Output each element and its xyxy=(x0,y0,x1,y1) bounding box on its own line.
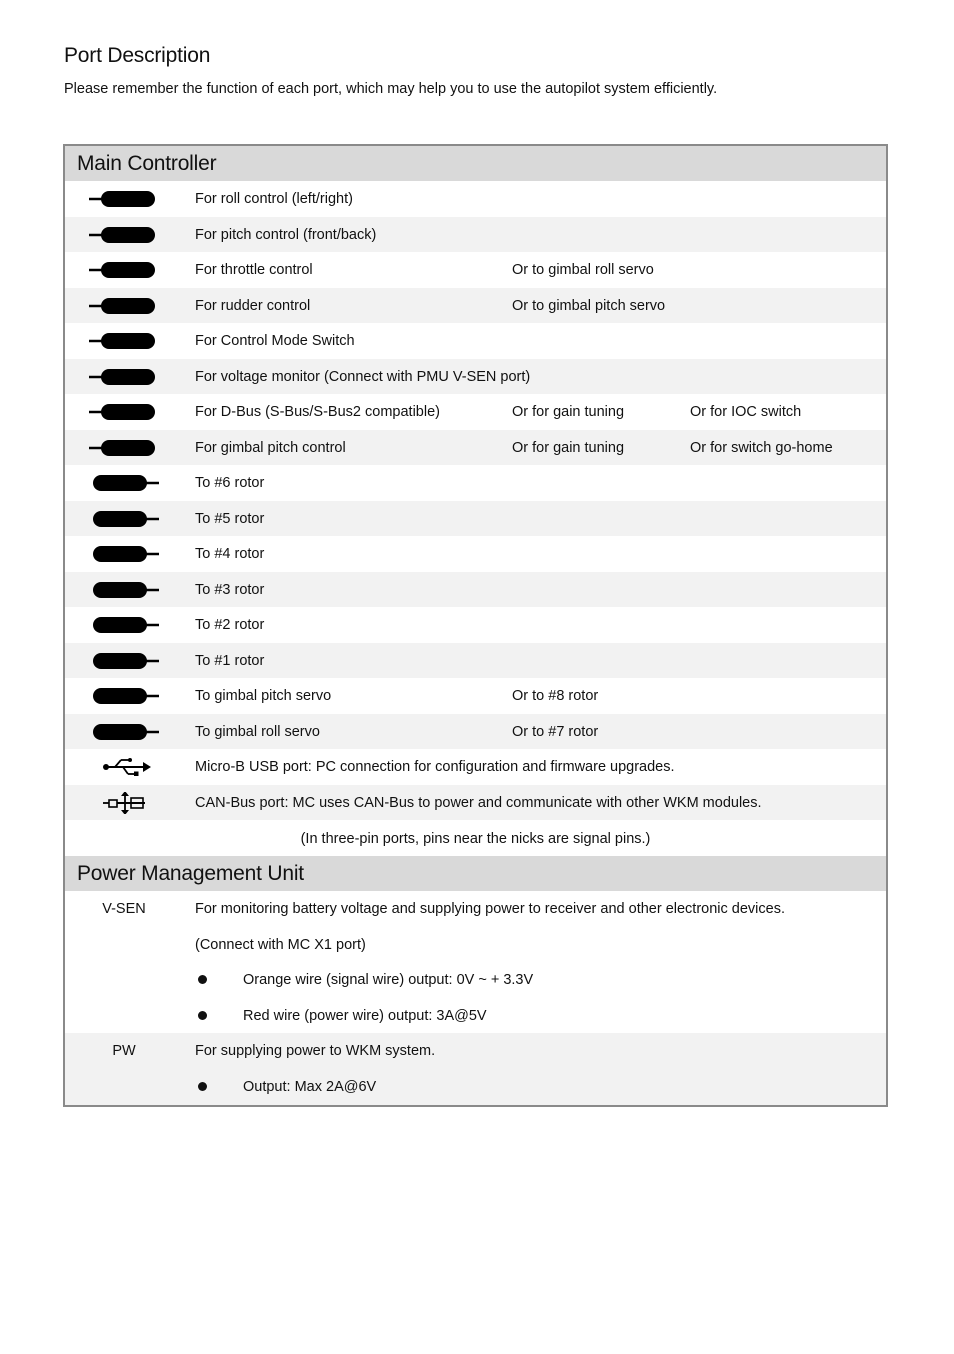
port-row xyxy=(65,181,886,217)
connector-right-icon xyxy=(85,721,165,743)
port-row xyxy=(65,785,886,821)
port-function: Micro-B USB port: PC connection for configuration and firmware upgrades. xyxy=(195,759,675,775)
pw-description: For supplying power to WKM system. xyxy=(195,1043,436,1059)
port-row xyxy=(65,288,886,324)
port-function: For D-Bus (S-Bus/S-Bus2 compatible) xyxy=(195,404,440,420)
bullet-icon xyxy=(198,975,207,984)
port-alt-function: Or to #8 rotor xyxy=(512,688,599,704)
port-alt-function: Or for switch go-home xyxy=(690,439,833,456)
port-row xyxy=(65,678,886,714)
vsen-label: V-SEN xyxy=(102,901,146,917)
can-bus-icon xyxy=(85,792,165,814)
port-row xyxy=(65,359,886,395)
port-function: For roll control (left/right) xyxy=(195,191,353,207)
vsen-connect-note: (Connect with MC X1 port) xyxy=(195,936,366,953)
port-row xyxy=(65,465,886,501)
connector-left-icon xyxy=(85,401,165,423)
port-function: To gimbal pitch servo xyxy=(195,688,332,704)
port-row xyxy=(65,394,886,430)
port-function: For pitch control (front/back) xyxy=(195,226,377,243)
port-row xyxy=(65,643,886,679)
vsen-bullet: Red wire (power wire) output: 3A@5V xyxy=(243,1008,487,1024)
port-row xyxy=(65,572,886,608)
page-intro: Please remember the function of each port, which may help you to use the autopilot system efficiently. xyxy=(64,81,718,97)
port-row xyxy=(65,501,886,537)
port-function: For throttle control xyxy=(195,262,313,278)
connector-left-icon xyxy=(85,366,165,388)
port-function: To #5 rotor xyxy=(195,510,265,527)
bullet-icon xyxy=(198,1011,207,1020)
pw-bullet: Output: Max 2A@6V xyxy=(243,1079,377,1095)
port-function: CAN-Bus port: MC uses CAN-Bus to power and communicate with other WKM modules. xyxy=(195,794,762,811)
pmu-header: Power Management Unit xyxy=(65,856,886,891)
page-title: Port Description xyxy=(64,44,211,67)
connector-right-icon xyxy=(85,614,165,636)
port-function: To #3 rotor xyxy=(195,581,265,598)
main-controller-header: Main Controller xyxy=(65,146,886,181)
connector-left-icon xyxy=(85,188,165,210)
connector-right-icon xyxy=(85,543,165,565)
port-alt-function: Or to gimbal pitch servo xyxy=(512,297,666,314)
port-alt-function: Or to gimbal roll servo xyxy=(512,262,654,278)
connector-left-icon xyxy=(85,330,165,352)
connector-left-icon xyxy=(85,224,165,246)
port-alt-function: Or for gain tuning xyxy=(512,439,625,456)
port-alt-function: Or for gain tuning xyxy=(512,404,625,420)
pmu-vsen-row xyxy=(65,891,886,1034)
port-function: To #4 rotor xyxy=(195,546,265,562)
connector-right-icon xyxy=(85,685,165,707)
port-row xyxy=(65,607,886,643)
port-function: To #6 rotor xyxy=(195,475,265,491)
port-function: To #2 rotor xyxy=(195,617,265,633)
port-alt-function: Or to #7 rotor xyxy=(512,723,599,740)
port-table xyxy=(63,144,888,1107)
port-row xyxy=(65,536,886,572)
vsen-bullet: Orange wire (signal wire) output: 0V ~ + 3.3V xyxy=(243,972,534,988)
port-function: For rudder control xyxy=(195,297,311,314)
connector-right-icon xyxy=(85,579,165,601)
port-function: For gimbal pitch control xyxy=(195,439,346,456)
connector-left-icon xyxy=(85,437,165,459)
connector-right-icon xyxy=(85,472,165,494)
port-alt-function: Or for IOC switch xyxy=(690,404,802,420)
connector-right-icon xyxy=(85,508,165,530)
connector-left-icon xyxy=(85,259,165,281)
port-function: To gimbal roll servo xyxy=(195,723,320,740)
pmu-pw-row xyxy=(65,1033,886,1105)
port-row xyxy=(65,714,886,750)
connector-left-icon xyxy=(85,295,165,317)
port-function: For Control Mode Switch xyxy=(195,333,355,349)
usb-icon xyxy=(85,756,165,778)
bullet-icon xyxy=(198,1082,207,1091)
port-row xyxy=(65,430,886,466)
port-row xyxy=(65,323,886,359)
connector-right-icon xyxy=(85,650,165,672)
pw-label: PW xyxy=(112,1043,136,1059)
port-function: For voltage monitor (Connect with PMU V-SEN port) xyxy=(195,368,531,385)
vsen-description: For monitoring battery voltage and supplying power to receiver and other electronic devices. xyxy=(195,901,785,917)
port-row xyxy=(65,252,886,288)
signal-pin-note: (In three-pin ports, pins near the nicks are signal pins.) xyxy=(300,831,651,847)
port-function: To #1 rotor xyxy=(195,652,265,669)
port-row xyxy=(65,217,886,253)
port-row xyxy=(65,749,886,785)
